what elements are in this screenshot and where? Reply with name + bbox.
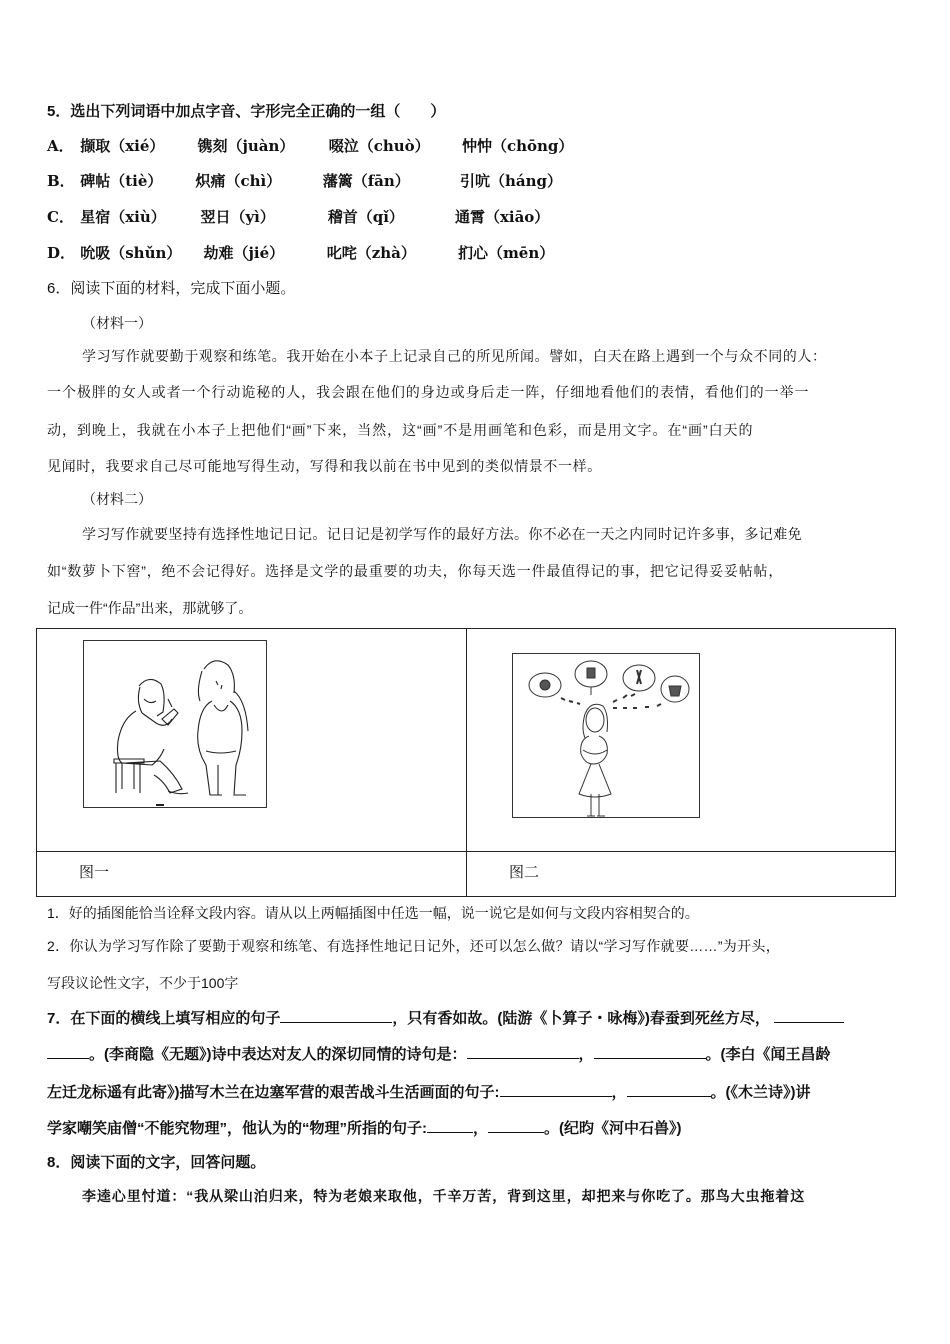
q7-text: ， (578, 1046, 594, 1063)
material1-line: 动，到晚上，我就在小本子上把他们“画”下来，当然，这“画”不是用画笔和色彩，而是用文字。在“画”白天的 (47, 422, 754, 438)
q7-text: ，只有香如故。(陆游《卜算子・咏梅》)春蚕到死丝方尽， (392, 1010, 770, 1027)
option-word: 镌刻（juàn） (197, 137, 295, 155)
option-label: A． (47, 137, 74, 155)
option-word: 吮吸（shǔn） (80, 244, 182, 262)
q7-text: 。(纪昀《河中石兽》) (544, 1120, 682, 1137)
q5-option-c[interactable] (47, 207, 549, 227)
q7-text: 7．在下面的横线上填写相应的句子 (47, 1010, 281, 1027)
q7-line-2 (47, 1044, 831, 1065)
answer-blank[interactable] (627, 1082, 711, 1097)
option-word: 劫难（jié） (203, 244, 285, 262)
figure-table (36, 628, 896, 897)
option-word: 引吭（háng） (459, 172, 562, 190)
option-label: B． (47, 172, 75, 190)
q6-subquestion-1: 1．好的插图能恰当诠释文段内容。请从以上两幅插图中任选一幅，说一说它是如何与文段内容相契合的。 (47, 905, 699, 921)
q6-subquestion-2-cont: 写段议论性文字，不少于100字 (47, 975, 239, 991)
q7-line-4 (47, 1118, 682, 1139)
q7-text: 。(李商隐《无题》)诗中表达对友人的深切同情的诗句是： (89, 1046, 467, 1063)
option-word: 扪心（mēn） (457, 244, 555, 262)
answer-blank[interactable] (500, 1082, 612, 1097)
q8-passage-line: 李逵心里忖道：“我从梁山泊归来，特为老娘来取他，千辛万苦，背到这里，却把来与你吃了。那鸟大虫拖着这 (82, 1188, 806, 1204)
material2-line: 记成一件“作品”出来，那就够了。 (47, 600, 253, 616)
answer-blank[interactable] (280, 1008, 392, 1023)
table-divider (466, 629, 467, 896)
answer-blank[interactable] (47, 1044, 89, 1059)
q7-line-3 (47, 1082, 811, 1103)
figure-2-caption: 图二 (509, 865, 540, 881)
option-label: C． (47, 208, 74, 226)
option-word: 碑帖（tiè） (80, 172, 163, 190)
figure-1-image (83, 640, 267, 808)
figure-2-image (512, 653, 700, 818)
q5-option-d[interactable] (47, 243, 554, 263)
woman-writing-illustration-icon (84, 641, 266, 807)
material1-title: （材料一） (82, 315, 152, 331)
answer-blank[interactable] (594, 1044, 706, 1059)
option-word: 稽首（qǐ） (327, 208, 404, 226)
q6-stem: 6．阅读下面的材料，完成下面小题。 (47, 280, 296, 297)
material1-line: 一个极胖的女人或者一个行动诡秘的人，我会跟在他们的身边或身后走一阵，仔细地看他们的表情，看他们的一举一 (47, 384, 810, 400)
answer-blank[interactable] (488, 1118, 544, 1133)
q7-text: 。(李白《闻王昌龄 (705, 1046, 831, 1063)
option-label: D． (47, 244, 76, 262)
option-word: 撷取（xié） (80, 137, 165, 155)
option-word: 叱咤（zhà） (326, 244, 416, 262)
option-word: 啜泣（chuò） (328, 137, 430, 155)
option-word: 星宿（xiù） (80, 208, 166, 226)
material2-line: 学习写作就要坚持有选择性地记日记。记日记是初学写作的最好方法。你不必在一天之内同时记许多事，多记难免 (82, 526, 802, 542)
material2-title: （材料二） (82, 491, 152, 507)
q7-text: 。(《木兰诗》)讲 (710, 1084, 811, 1101)
q7-text: 学家嘲笑庙僧“不能究物理”，他认为的“物理”所指的句子: (47, 1120, 427, 1137)
material1-line: 学习写作就要勤于观察和练笔。我开始在小本子上记录自己的所见所闻。譬如，白天在路上遇到一个与众不同的人： (82, 348, 827, 364)
girl-thinking-illustration-icon (513, 654, 699, 817)
q5-stem: 5．选出下列词语中加点字音、字形完全正确的一组（ ） (47, 103, 446, 120)
material2-line: 如“数萝卜下窖”，绝不会记得好。选择是文学的最重要的功夫，你每天选一件最值得记的事，把它记得妥妥帖帖， (47, 563, 784, 579)
q5-option-a[interactable] (47, 136, 573, 156)
table-divider (37, 851, 895, 852)
option-word: 忡忡（chōng） (461, 137, 574, 155)
q7-text: 左迁龙标遥有此寄》)描写木兰在边塞军营的艰苦战斗生活画面的句子: (47, 1084, 500, 1101)
material1-line: 见闻时，我要求自己尽可能地写得生动，写得和我以前在书中见到的类似情景不一样。 (47, 458, 602, 474)
answer-blank[interactable] (774, 1008, 844, 1023)
option-word: 翌日（yì） (200, 208, 275, 226)
answer-blank[interactable] (467, 1044, 579, 1059)
option-word: 藩篱（fān） (322, 172, 410, 190)
q6-subquestion-2: 2．你认为学习写作除了要勤于观察和练笔、有选择性地记日记外，还可以怎么做？请以“学习写作就要……”为开头， (47, 938, 781, 954)
q7-text: ， (611, 1084, 627, 1101)
option-word: 炽痛（chì） (195, 172, 282, 190)
q7-line-1 (47, 1008, 844, 1029)
option-word: 通霄（xiāo） (454, 208, 550, 226)
figure-1-caption: 图一 (79, 865, 110, 881)
q5-option-b[interactable] (47, 171, 562, 191)
q7-text: ， (473, 1120, 489, 1137)
answer-blank[interactable] (427, 1118, 473, 1133)
q8-stem: 8．阅读下面的文字，回答问题。 (47, 1154, 266, 1171)
